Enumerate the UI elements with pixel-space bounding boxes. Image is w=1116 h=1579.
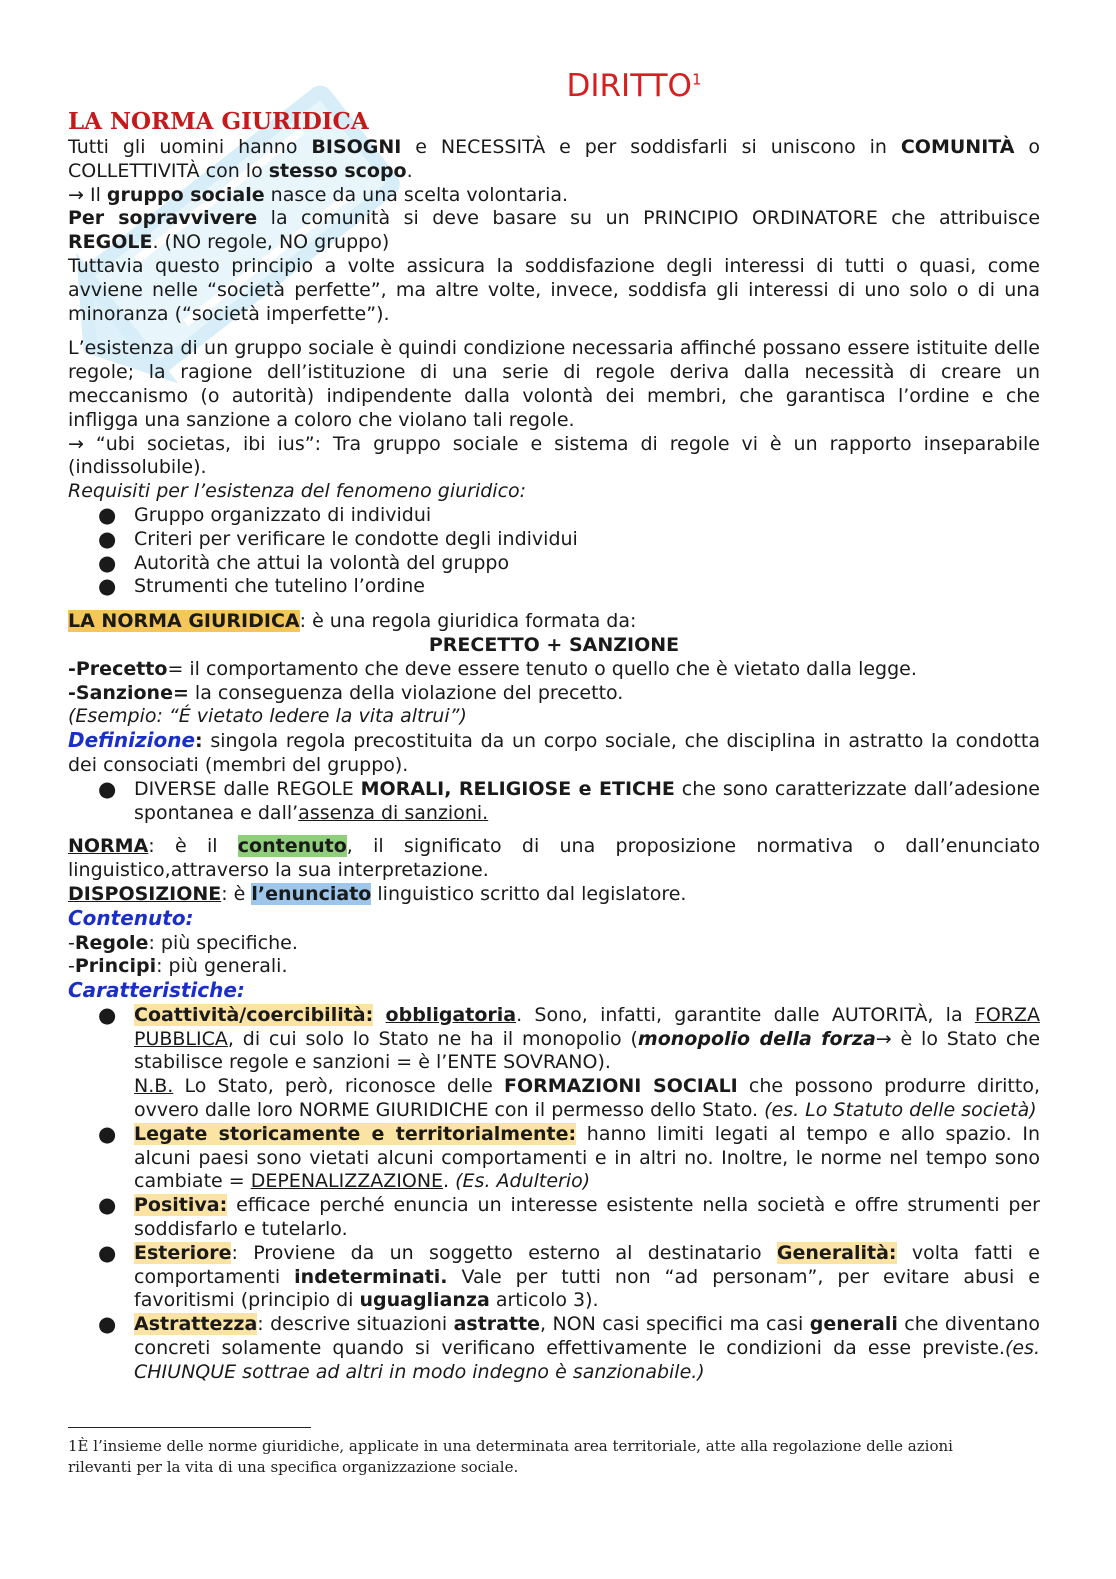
bullet-icon: ● bbox=[98, 526, 117, 551]
characteristics-list bbox=[68, 1004, 1040, 1385]
section-heading: LA NORMA GIURIDICA bbox=[68, 108, 369, 135]
document-title: DIRITTO$^1$ bbox=[566, 68, 702, 104]
footnote: 1È l’insieme delle norme giuridiche, applicate in una determinata area territoriale, atte alla regolazione delle azioni rilevanti per la vita di una specifica organizzazione sociale. bbox=[68, 1437, 953, 1476]
paragraph: LA NORMA GIURIDICA: è una regola giuridica formata da: bbox=[68, 610, 637, 633]
definition-list bbox=[68, 778, 1040, 826]
paragraph: → “ubi societas, ibi ius”: Tra gruppo sociale e sistema di regole vi è un rapporto inseparabile (indissolubile). bbox=[68, 432, 1040, 479]
bullet-icon: ● bbox=[98, 1240, 117, 1265]
subheading: Contenuto: bbox=[68, 905, 194, 930]
paragraph: L’esistenza di un gruppo sociale è quindi condizione necessaria affinché possano essere istituite delle regole; la ragione dell’istituzione di una serie di regole deriva dalla necessità di creare un meccanismo (o autorità) indipendente dalla volontà dei membri, che garantisca l’ordine e che infligga una sanzione a coloro che violano tali regole. bbox=[68, 337, 1040, 431]
list-item: ● DIVERSE dalle REGOLE MORALI, RELIGIOSE e ETICHE che sono caratterizzate dall’adesione spontanea e dall’assenza di sanzioni. bbox=[98, 776, 1040, 824]
list-item: ● Legate storicamente e territorialmente: hanno limiti legati al tempo e allo spazio. In alcuni paesi sono vietati alcuni comportamenti e in altri no. Inoltre, le norme nel tempo sono cambiate = DEPENALIZZAZIONE. (Es. Adulterio) bbox=[98, 1121, 1040, 1193]
footnote-divider bbox=[68, 1427, 311, 1428]
bullet-icon: ● bbox=[98, 1002, 117, 1027]
bullet-icon: ● bbox=[98, 1312, 117, 1337]
bullet-icon: ● bbox=[98, 1193, 117, 1218]
formula: PRECETTO + SANZIONE bbox=[428, 633, 680, 656]
document-page bbox=[68, 66, 1040, 1385]
list-item: ● Criteri per verificare le condotte degli individui bbox=[98, 526, 578, 551]
paragraph: Tuttavia questo principio a volte assicura la soddisfazione degli interessi di tutti o quasi, come avviene nelle “società perfette”, ma altre volte, invece, soddisfa gli interessi di uno solo o di una minoranza (“società imperfette”). bbox=[68, 254, 1040, 325]
list-item: ● Gruppo organizzato di individui bbox=[98, 502, 432, 527]
paragraph: -Sanzione= la conseguenza della violazione del precetto. bbox=[68, 681, 624, 704]
paragraph: -Regole: più specifiche. bbox=[68, 931, 298, 954]
paragraph: → Il gruppo sociale nasce da una scelta volontaria. bbox=[68, 183, 569, 206]
list-item: ● Coattività/coercibilità: obbligatoria. Sono, infatti, garantite dalle AUTORITÀ, la FORZA PUBBLICA, di cui solo lo Stato ne ha il monopolio (monopolio della forza→ è lo Stato che stabilisce regole e sanzioni = è l’ENTE SOVRANO). N.B. Lo Stato, però, riconosce delle FORMAZIONI SOCIALI che possono produrre diritto, ovvero dalle loro NORME GIURIDICHE con il permesso dello Stato. (es. Lo Statuto delle società) bbox=[98, 1002, 1041, 1122]
bullet-icon: ● bbox=[98, 574, 117, 599]
footnote-ref[interactable]: 1 bbox=[691, 70, 702, 89]
paragraph: DISPOSIZIONE: è l’enunciato linguistico scritto dal legislatore. bbox=[68, 882, 687, 905]
list-item: ● Positiva: efficace perché enuncia un interesse esistente nella società e offre strumenti per soddisfarlo e tutelarlo. bbox=[98, 1193, 1040, 1241]
paragraph: -Principi: più generali. bbox=[68, 955, 288, 978]
example: (Esempio: “É vietato ledere la vita altrui”) bbox=[68, 705, 467, 728]
bullet-icon: ● bbox=[98, 776, 117, 801]
bullet-icon: ● bbox=[98, 1121, 117, 1146]
list-item: ● Autorità che attui la volontà del gruppo bbox=[98, 550, 510, 575]
bullet-icon: ● bbox=[98, 502, 117, 527]
definition: Definizione: singola regola precostituita da un corpo sociale, che disciplina in astratto la condotta dei consociati (membri del gruppo). bbox=[68, 728, 1040, 776]
paragraph: Per sopravvivere la comunità si deve basare su un PRINCIPIO ORDINATORE che attribuisce REGOLE. (NO regole, NO gruppo) bbox=[68, 207, 1041, 254]
subheading: Caratteristiche: bbox=[68, 978, 245, 1003]
requirements-list bbox=[68, 504, 1040, 599]
requirements-heading: Requisiti per l’esistenza del fenomeno giuridico: bbox=[68, 480, 527, 503]
list-item: ● Astrattezza: descrive situazioni astratte, NON casi specifici ma casi generali che diventano concreti solamente quando si verificano effettivamente le condizioni da esse previste.(es. CHIUNQUE sottrae ad altri in modo indegno è sanzionabile.) bbox=[98, 1312, 1040, 1383]
bullet-icon: ● bbox=[98, 550, 117, 575]
list-item: ● Strumenti che tutelino l’ordine bbox=[98, 574, 425, 599]
paragraph: NORMA: è il contenuto, il significato di una proposizione normativa o dall’enunciato linguistico,attraverso la sua interpretazione. bbox=[68, 835, 1040, 882]
paragraph: -Precetto= il comportamento che deve essere tenuto o quello che è vietato dalla legge. bbox=[68, 657, 917, 680]
paragraph: Tutti gli uomini hanno BISOGNI e NECESSITÀ e per soddisfarli si uniscono in COMUNITÀ o COLLETTIVITÀ con lo stesso scopo. bbox=[68, 136, 1040, 182]
list-item: ● Esteriore: Proviene da un soggetto esterno al destinatario Generalità: volta fatti e comportamenti indeterminati. Vale per tutti non “ad personam”, per evitare abusi e favoritismi (principio di uguaglianza articolo 3). bbox=[98, 1240, 1040, 1312]
